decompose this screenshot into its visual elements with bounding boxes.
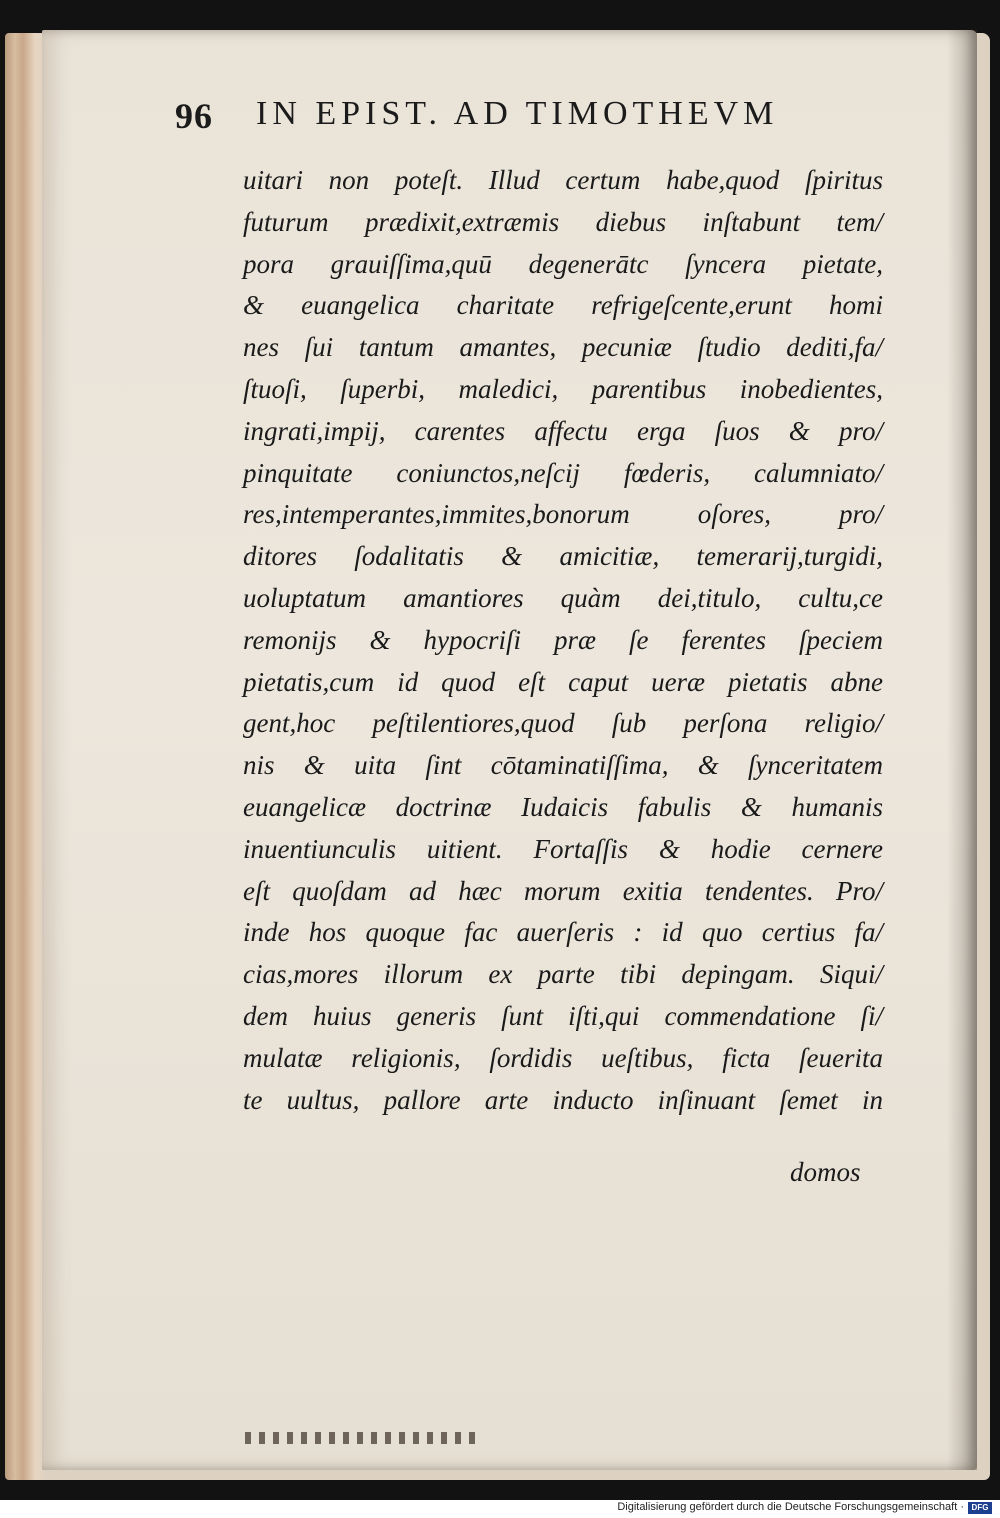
text-line: pinquitate coniunctos,neſcij fœderis, calumniato/ (243, 457, 883, 488)
catchword: domos (790, 1157, 861, 1187)
text-line: inde hos quoque fac auerſeris : id quo certius fa/ (243, 917, 883, 948)
text-line: futurum prædixit,extræmis diebus inſtabunt tem/ (243, 206, 883, 237)
text-line: res,intemperantes,immites,bonorum oſores, pro/ (243, 499, 883, 530)
text-line: ſtuoſi, ſuperbi, maledici, parentibus inobedientes, (243, 373, 883, 404)
text-line: nis & uita ſint cōtaminatiſſima, & ſynceritatem (243, 750, 883, 781)
text-line: cias,mores illorum ex parte tibi depingam. Siqui/ (243, 959, 883, 990)
dfg-logo-icon: DFG (968, 1502, 992, 1514)
footer-credit: Digitalisierung gefördert durch die Deutsche Forschungsgemeinschaft · (617, 1501, 964, 1513)
page-number: 96 (175, 96, 213, 136)
text-line: pietatis,cum id quod eſt caput ueræ pietatis abne (243, 666, 883, 697)
page-edge-ornament (245, 1432, 475, 1444)
text-line: eſt quoſdam ad hæc morum exitia tendentes. Pro/ (243, 875, 883, 906)
text-line: & euangelica charitate refrigeſcente,erunt homi (243, 290, 883, 321)
text-line: uoluptatum amantiores quàm dei,titulo, cultu,ce (243, 582, 883, 613)
text-line: pora grauiſſima,quū degenerātc ſyncera pietate, (243, 248, 883, 279)
text-line: euangelicæ doctrinæ Iudaicis fabulis & humanis (243, 791, 883, 822)
text-line: gent,hoc peſtilentiores,quod ſub perſona religio/ (243, 708, 883, 739)
running-head: IN EPIST. AD TIMOTHEVM (256, 95, 779, 132)
text-line: nes ſui tantum amantes, pecuniæ ſtudio dediti,fa/ (243, 332, 883, 363)
text-line: ditores ſodalitatis & amicitiæ, temerarij,turgidi, (243, 541, 883, 572)
gutter-shadow (947, 30, 977, 1470)
text-line: mulatæ religionis, ſordidis ueſtibus, ficta ſeuerita (243, 1042, 883, 1073)
text-line: te uultus, pallore arte inducto inſinuant ſemet in (243, 1084, 883, 1115)
text-line: inuentiunculis uitient. Fortaſſis & hodie cernere (243, 833, 883, 864)
text-line: ingrati,impij, carentes affectu erga ſuos & pro/ (243, 415, 883, 446)
text-line: dem huius generis ſunt iſti,qui commendatione ſi/ (243, 1000, 883, 1031)
text-line: remonijs & hypocriſi præ ſe ferentes ſpeciem (243, 624, 883, 655)
text-line: uitari non poteſt. Illud certum habe,quod ſpiritus (243, 165, 883, 195)
body-text (243, 160, 883, 1121)
